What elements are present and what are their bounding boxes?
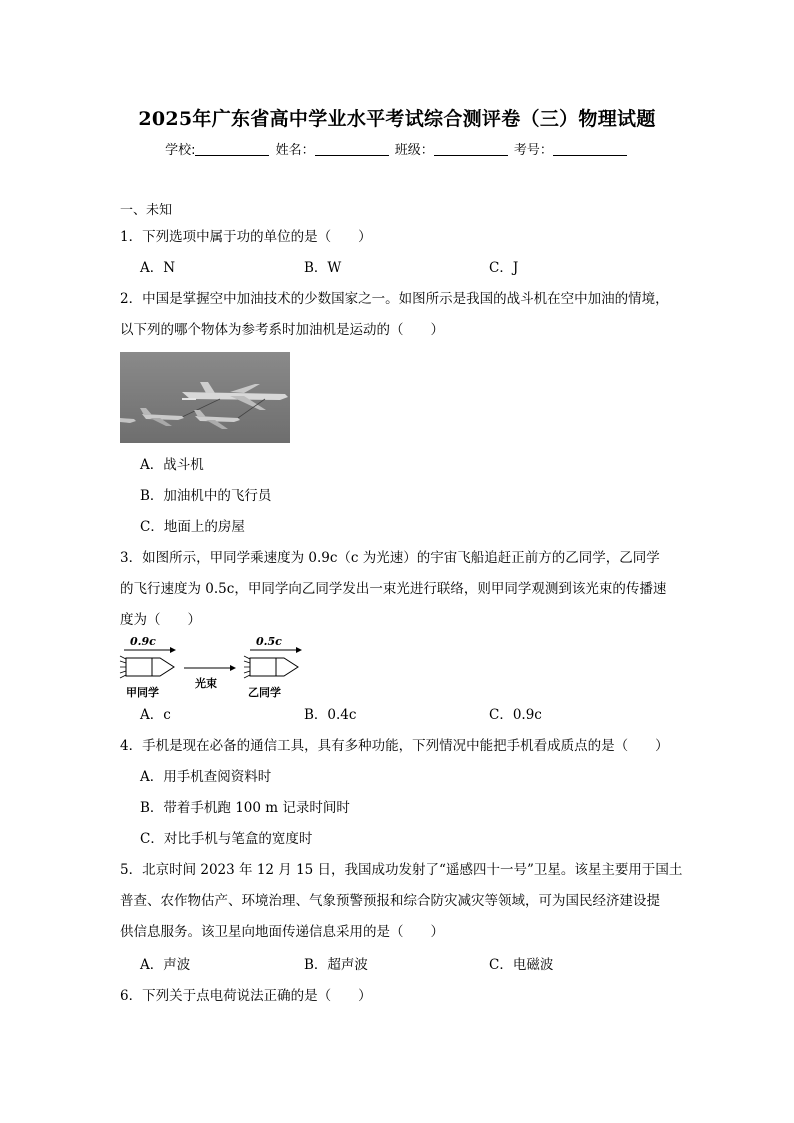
aerial-refueling-photo (120, 352, 290, 443)
class-label: 班级： (394, 143, 434, 158)
exam-no-blank[interactable] (553, 143, 627, 156)
q4-option-b[interactable]: B．带着手机跑 100 m 记录时间时 (140, 800, 350, 816)
spaceship-b-icon (244, 656, 298, 678)
class-blank[interactable] (434, 143, 508, 156)
student-info-row (0, 139, 794, 158)
section-heading: 一、未知 (120, 203, 173, 218)
q5-option-c[interactable]: C．电磁波 (489, 957, 554, 973)
page-title: 2025年广东省高中学业水平考试综合测评卷（三）物理试题 (138, 108, 656, 130)
beam-label: 光束 (195, 677, 217, 690)
speed-a-label: 0.9c (130, 635, 156, 648)
question-3-stem-line-1: 3．如图所示，甲同学乘速度为 0.9c（c 为光速）的宇宙飞船追赶正前方的乙同学，乙同学 (120, 550, 660, 566)
exam-no-label: 考号： (513, 143, 553, 158)
q1-option-c[interactable]: C．J (489, 260, 519, 276)
q2-option-c[interactable]: C．地面上的房屋 (140, 519, 245, 535)
person-b-label: 乙同学 (248, 686, 281, 699)
q3-option-c[interactable]: C．0.9c (489, 707, 542, 723)
q4-option-a[interactable]: A．用手机查阅资料时 (140, 769, 272, 785)
question-6-stem: 6．下列关于点电荷说法正确的是（ ） (120, 988, 372, 1004)
q4-option-c[interactable]: C．对比手机与笔盒的宽度时 (140, 831, 313, 847)
school-blank[interactable] (195, 143, 269, 156)
q1-option-a[interactable]: A．N (140, 260, 176, 276)
q3-option-b[interactable]: B．0.4c (304, 707, 357, 723)
q1-option-b[interactable]: B．W (304, 260, 342, 276)
question-3-stem-line-2: 的飞行速度为 0.5c，甲同学向乙同学发出一束光进行联络，则甲同学观测到该光束的传播速 (120, 581, 667, 597)
question-3-stem-line-3: 度为（ ） (120, 612, 201, 628)
speed-b-label: 0.5c (256, 635, 282, 648)
question-2-stem-line-1: 2．中国是掌握空中加油技术的少数国家之一。如图所示是我国的战斗机在空中加油的情境， (120, 291, 669, 307)
school-label: 学校: (165, 143, 196, 158)
question-2-stem-line-2: 以下列的哪个物体为参考系时加油机是运动的（ ） (120, 322, 444, 338)
q5-option-a[interactable]: A．声波 (140, 957, 191, 973)
name-blank[interactable] (315, 143, 389, 156)
question-4-stem: 4．手机是现在必备的通信工具，具有多种功能，下列情况中能把手机看成质点的是（ ） (120, 738, 669, 754)
question-5-stem-line-3: 供信息服务。该卫星向地面传递信息采用的是（ ） (120, 924, 444, 940)
question-5-stem-line-1: 5．北京时间 2023 年 12 月 15 日，我国成功发射了“遥感四十一号”卫星。该星主要用于国土 (120, 862, 683, 878)
person-a-label: 甲同学 (126, 686, 159, 699)
q2-option-b[interactable]: B．加油机中的飞行员 (140, 488, 272, 504)
spaceship-a-icon (120, 656, 174, 678)
name-label: 姓名： (275, 143, 315, 158)
spaceship-diagram (118, 634, 318, 700)
question-5-stem-line-2: 普查、农作物估产、环境治理、气象预警预报和综合防灾减灾等领域，可为国民经济建设提 (120, 893, 660, 909)
q2-option-a[interactable]: A．战斗机 (140, 457, 204, 473)
q5-option-b[interactable]: B．超声波 (304, 957, 368, 973)
q3-option-a[interactable]: A．c (140, 707, 171, 723)
question-1-stem: 1．下列选项中属于功的单位的是（ ） (120, 229, 372, 245)
